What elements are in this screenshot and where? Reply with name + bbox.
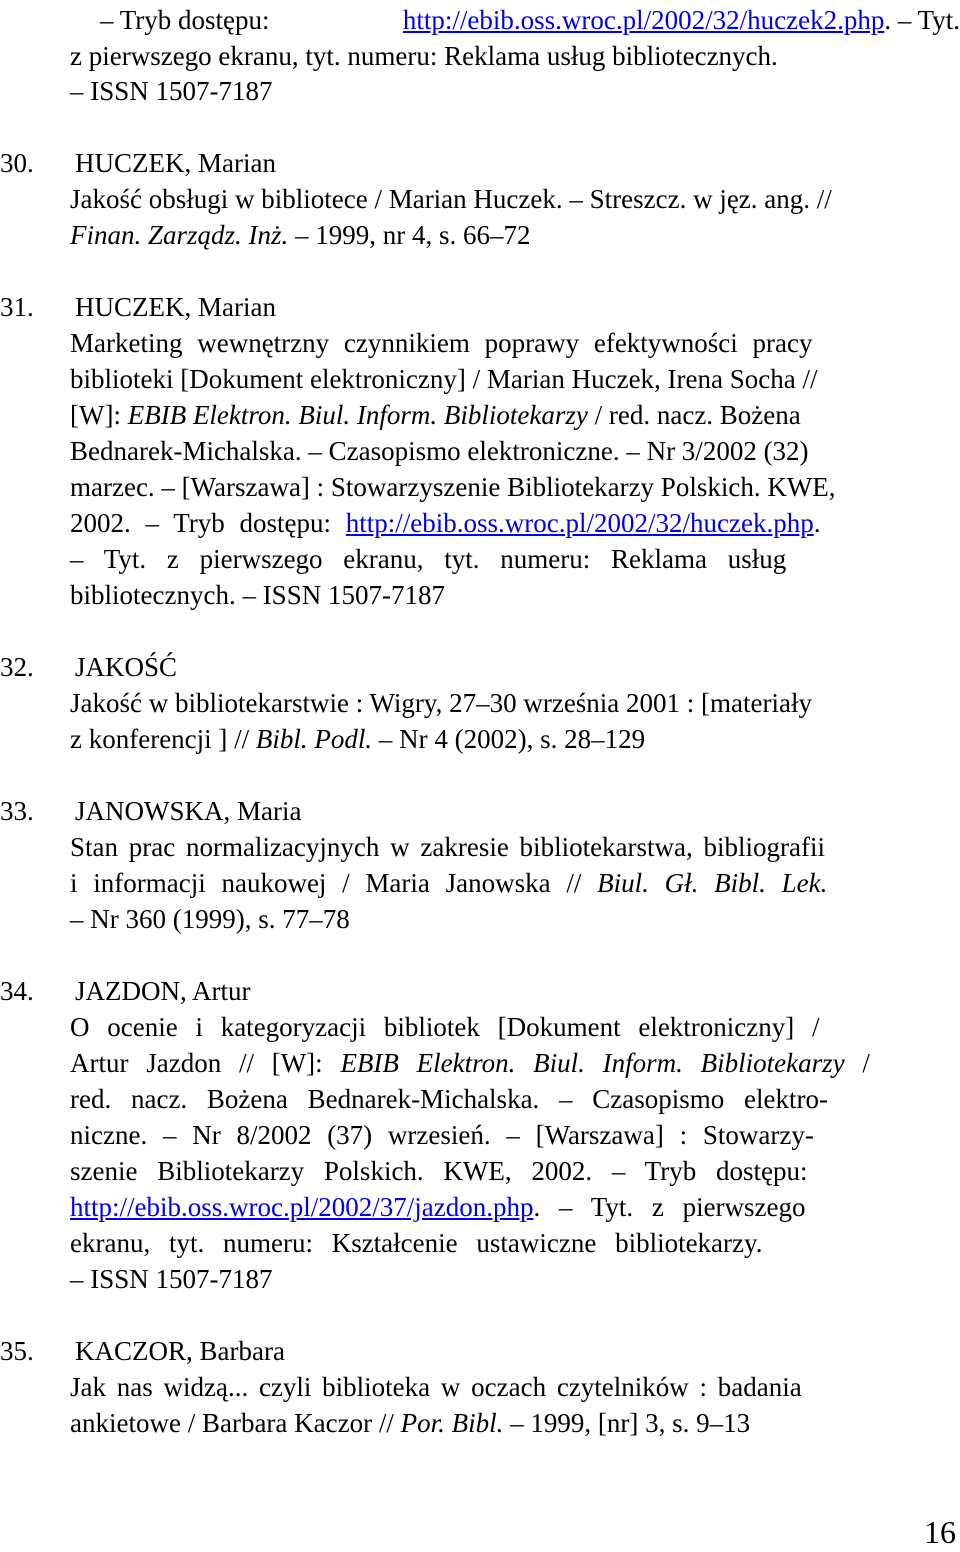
entry-number: 30. bbox=[0, 148, 34, 178]
url-link[interactable]: http://ebib.oss.wroc.pl/2002/32/huczek2.php bbox=[402, 5, 885, 35]
text-line: Stan prac normalizacyjnych w zakresie bibliotekarstwa, bibliografii bbox=[70, 832, 825, 862]
text-span: ankietowe / Barbara Kaczor // bbox=[70, 1408, 401, 1438]
text-line: Bednarek-Michalska. – Czasopismo elektroniczne. – Nr 3/2002 (32) bbox=[70, 436, 809, 466]
text-line bbox=[70, 1405, 750, 1441]
text-line: Jak nas widzą... czyli biblioteka w oczach czytelników : badania bbox=[70, 1372, 802, 1402]
page-number: 16 bbox=[924, 1514, 956, 1550]
text-span: . bbox=[813, 508, 821, 538]
text-line: Jakość w bibliotekarstwie : Wigry, 27–30 września 2001 : [materiały bbox=[70, 688, 812, 718]
text-line: red. nacz. Bożena Bednarek-Michalska. – Czasopismo elektro- bbox=[70, 1084, 828, 1114]
text-span: [W]: bbox=[70, 400, 128, 430]
text-line: niczne. – Nr 8/2002 (37) wrzesień. – [Warszawa] : Stowarzy- bbox=[70, 1120, 814, 1150]
text-span: . – Tyt. z pierwszego bbox=[533, 1192, 806, 1222]
text-line: Jakość obsługi w bibliotece / Marian Huczek. – Streszcz. w jęz. ang. // bbox=[70, 184, 832, 214]
text-span: – 1999, nr 4, s. 66–72 bbox=[288, 220, 531, 250]
text-span: – Tryb dostępu: bbox=[100, 5, 270, 35]
entry-author: JAKOŚĆ bbox=[75, 652, 178, 682]
entry-number: 34. bbox=[0, 976, 34, 1006]
text-line: O ocenie i kategoryzacji bibliotek [Dokument elektroniczny] / bbox=[70, 1012, 820, 1042]
text-span: i informacji naukowej / Maria Janowska // bbox=[70, 868, 598, 898]
text-line bbox=[70, 1189, 806, 1225]
text-span: . – Tyt. bbox=[884, 5, 960, 35]
text-span: – Nr 4 (2002), s. 28–129 bbox=[372, 724, 646, 754]
text-line bbox=[70, 505, 821, 541]
journal-title: Finan. Zarządz. Inż. bbox=[70, 220, 289, 250]
text-line: – Tyt. z pierwszego ekranu, tyt. numeru: Reklama usług bbox=[70, 544, 787, 574]
entry-author: HUCZEK, Marian bbox=[75, 292, 276, 322]
text-line bbox=[70, 1045, 870, 1081]
text-line: ekranu, tyt. numeru: Kształcenie ustawiczne bibliotekarzy. bbox=[70, 1228, 763, 1258]
text-span: – 1999, [nr] 3, s. 9–13 bbox=[503, 1408, 751, 1438]
url-link[interactable]: http://ebib.oss.wroc.pl/2002/37/jazdon.php bbox=[70, 1192, 534, 1222]
text-line: – Nr 360 (1999), s. 77–78 bbox=[70, 904, 350, 934]
text-line: marzec. – [Warszawa] : Stowarzyszenie Bibliotekarzy Polskich. KWE, bbox=[70, 472, 836, 502]
journal-title: EBIB Elektron. Biul. Inform. Bibliotekarzy bbox=[340, 1048, 845, 1078]
journal-title: Biul. Gł. Bibl. Lek. bbox=[597, 868, 828, 898]
text-line bbox=[70, 2, 960, 38]
entry-number: 32. bbox=[0, 652, 34, 682]
text-line bbox=[70, 217, 531, 253]
text-line bbox=[70, 721, 645, 757]
entry-number: 33. bbox=[0, 796, 34, 826]
text-line: z pierwszego ekranu, tyt. numeru: Reklama usług bibliotecznych. bbox=[70, 41, 778, 71]
entry-author: JANOWSKA, Maria bbox=[75, 796, 302, 826]
entry-author: JAZDON, Artur bbox=[75, 976, 251, 1006]
journal-title: Por. Bibl. bbox=[400, 1408, 504, 1438]
text-span: / bbox=[844, 1048, 870, 1078]
journal-title: Bibl. Podl. bbox=[255, 724, 373, 754]
text-line bbox=[70, 865, 827, 901]
text-span: 2002. – Tryb dostępu: bbox=[70, 508, 332, 538]
entry-author: KACZOR, Barbara bbox=[75, 1336, 285, 1366]
text-line bbox=[70, 397, 801, 433]
entry-number: 35. bbox=[0, 1336, 34, 1366]
text-line: szenie Bibliotekarzy Polskich. KWE, 2002. – Tryb dostępu: bbox=[70, 1156, 808, 1186]
text-line: bibliotecznych. – ISSN 1507-7187 bbox=[70, 580, 445, 610]
text-line: biblioteki [Dokument elektroniczny] / Marian Huczek, Irena Socha // bbox=[70, 364, 818, 394]
text-line: Marketing wewnętrzny czynnikiem poprawy efektywności pracy bbox=[70, 328, 813, 358]
text-span: / red. nacz. Bożena bbox=[587, 400, 801, 430]
text-line: – ISSN 1507-7187 bbox=[70, 1264, 273, 1294]
journal-title: EBIB Elektron. Biul. Inform. Bibliotekarzy bbox=[127, 400, 588, 430]
text-span: Artur Jazdon // [W]: bbox=[70, 1048, 341, 1078]
entry-author: HUCZEK, Marian bbox=[75, 148, 276, 178]
text-span: z konferencji ] // bbox=[70, 724, 256, 754]
entry-number: 31. bbox=[0, 292, 34, 322]
url-link[interactable]: http://ebib.oss.wroc.pl/2002/32/huczek.php bbox=[345, 508, 814, 538]
text-line: – ISSN 1507-7187 bbox=[70, 76, 273, 106]
